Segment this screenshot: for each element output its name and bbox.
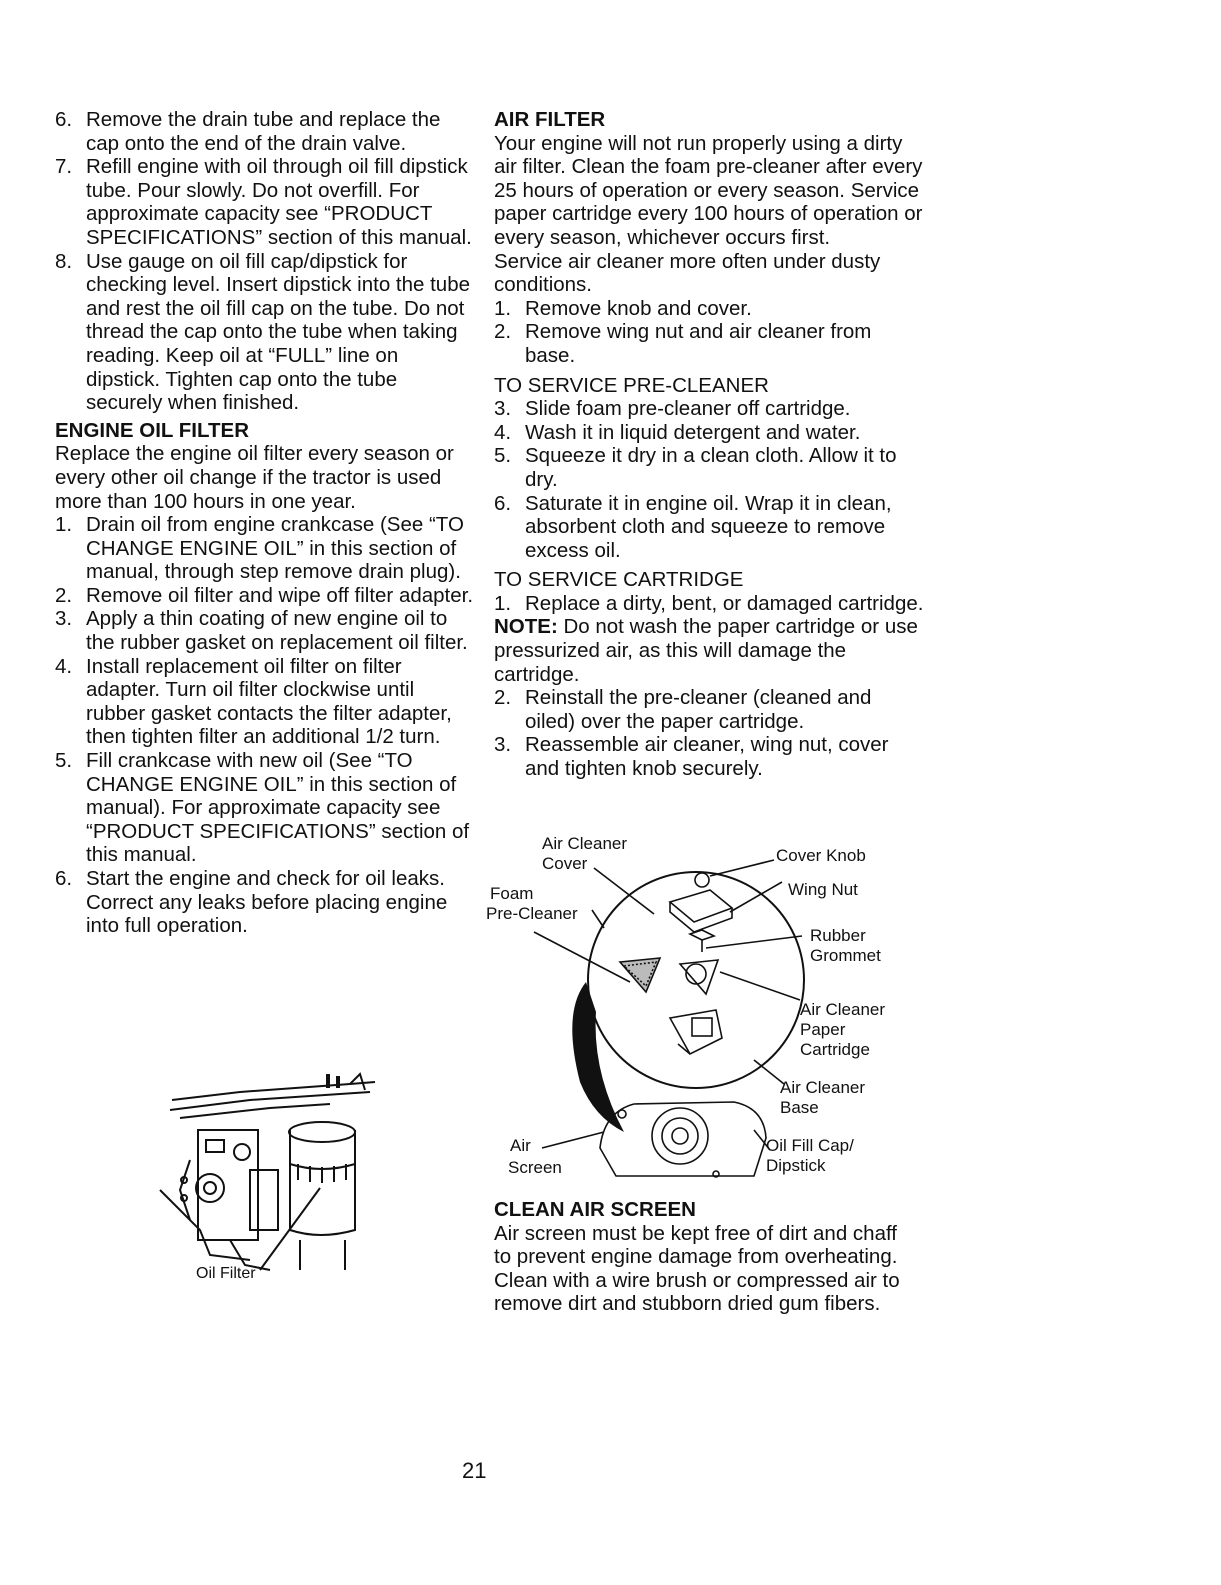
label-paper-cartridge: Air Cleaner	[800, 1000, 886, 1019]
list-item: 5. Fill crankcase with new oil (See “TO CHANGE ENGINE OIL” in this section of manual). For approximate capacity see “PRODUCT SPECIFICATIONS” section of this manual.	[55, 749, 470, 867]
list-item: 7. Refill engine with oil through oil fill dipstick tube. Pour slowly. Do not overfill. For approximate capacity see “PRODUCT SPECIFICATIONS” section of this manual.	[55, 155, 472, 249]
page-number: 21	[462, 1458, 487, 1483]
precleaner-heading: TO SERVICE PRE-CLEANER	[494, 373, 769, 397]
label-air-screen: Air	[510, 1136, 531, 1155]
clean-screen-heading: CLEAN AIR SCREEN	[494, 1198, 696, 1221]
right-column	[494, 108, 924, 781]
list-item: 6. Saturate it in engine oil. Wrap it in clean, absorbent cloth and squeeze to remove excess oil.	[494, 491, 892, 562]
label-oil-fill-dipstick: Dipstick	[766, 1156, 826, 1175]
list-item: 2. Reinstall the pre-cleaner (cleaned and oiled) over the paper cartridge.	[494, 686, 872, 733]
list-item: 1. Replace a dirty, bent, or damaged cartridge.	[494, 591, 924, 615]
note-text: Do not wash the paper cartridge or use pressurized air, as this will damage the cartridge.	[494, 615, 918, 686]
air-cleaner-diagram	[484, 832, 914, 1192]
list-item: 3. Reassemble air cleaner, wing nut, cover and tighten knob securely.	[494, 733, 889, 781]
list-item: 3. Apply a thin coating of new engine oil to the rubber gasket on replacement oil filter.	[55, 607, 468, 655]
left-column	[55, 108, 475, 938]
air-filter-intro: Your engine will not run properly using a dirty air filter. Clean the foam pre-cleaner after every 25 hours of operation or every season. Service paper cartridge every 100 hours of operation or every season, whichever occurs first.	[494, 131, 923, 249]
label-air-cleaner-cover: Air Cleaner	[542, 834, 628, 853]
label-air-cleaner-base: Air Cleaner	[780, 1078, 866, 1097]
label-foam-pre-cleaner: Pre-Cleaner	[486, 904, 578, 923]
list-item: 6. Remove the drain tube and replace the cap onto the end of the drain valve.	[55, 108, 441, 155]
list-item: 3. Slide foam pre-cleaner off cartridge.	[494, 397, 851, 421]
list-item: 1. Remove knob and cover.	[494, 296, 752, 320]
list-item: 2. Remove wing nut and air cleaner from base.	[494, 320, 872, 367]
label-oil-fill-cap: Oil Fill Cap/	[766, 1136, 854, 1155]
label-air-cleaner-cover-2: Cover	[542, 854, 588, 873]
oil-filter-drawing	[150, 1070, 390, 1290]
label-cover-knob: Cover Knob	[776, 846, 866, 865]
air-filter-intro-dusty: Service air cleaner more often under dusty conditions.	[494, 249, 881, 297]
list-item: 1. Drain oil from engine crankcase (See “TO CHANGE ENGINE OIL” in this section of manual, through step remove drain plug).	[55, 513, 464, 584]
cartridge-heading: TO SERVICE CARTRIDGE	[494, 568, 744, 592]
air-filter-heading: AIR FILTER	[494, 108, 606, 131]
clean-screen-text: Air screen must be kept free of dirt and chaff to prevent engine damage from overheating. Clean with a wire brush or compressed air to remove dirt and stubborn dried gum fibers.	[494, 1221, 900, 1316]
oil-filter-label: Oil Filter	[196, 1265, 256, 1282]
label-foam: Foam	[490, 884, 534, 903]
label-wing-nut: Wing Nut	[788, 880, 858, 899]
list-item: 2. Remove oil filter and wipe off filter adapter.	[55, 583, 474, 607]
list-item: 4. Install replacement oil filter on filter adapter. Turn oil filter clockwise until rubber gasket contacts the filter adapter, then tighten filter an additional 1/2 turn.	[55, 654, 452, 749]
note	[494, 615, 924, 686]
list-item: 8. Use gauge on oil fill cap/dipstick for checking level. Insert dipstick into the tube and rest the oil fill cap on the tube. Do not thread the cap onto the tube when taking reading. Keep oil at “FULL” line on dipstick. Tighten cap onto the tube securely when finished.	[55, 249, 471, 415]
label-rubber-grommet-2: Grommet	[810, 946, 881, 965]
oil-filter-figure	[150, 1070, 390, 1290]
label-air-cleaner-base-2: Base	[780, 1098, 819, 1117]
label-air-screen-2: Screen	[508, 1158, 562, 1177]
list-item: 4. Wash it in liquid detergent and water.	[494, 420, 861, 444]
note-label: NOTE:	[494, 615, 558, 639]
clean-air-screen-section	[494, 1198, 914, 1316]
label-paper-cartridge-2: Paper	[800, 1020, 846, 1039]
list-item: 5. Squeeze it dry in a clean cloth. Allow it to dry.	[494, 444, 897, 491]
list-item: 6. Start the engine and check for oil leaks. Correct any leaks before placing engine into full operation.	[55, 867, 448, 938]
label-rubber-grommet: Rubber	[810, 926, 866, 945]
label-paper-cartridge-3: Cartridge	[800, 1040, 870, 1059]
oil-filter-heading: ENGINE OIL FILTER	[55, 418, 249, 442]
oil-filter-intro: Replace the engine oil filter every season or every other oil change if the tractor is used more than 100 hours in one year.	[55, 442, 454, 513]
